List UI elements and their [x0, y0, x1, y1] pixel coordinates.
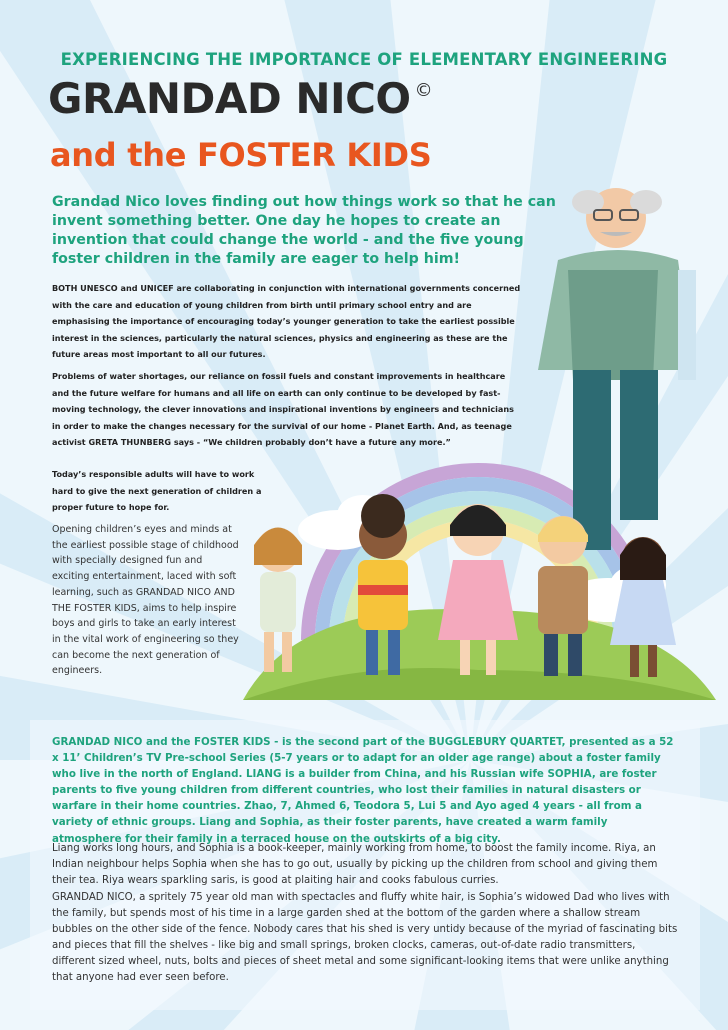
paragraph-adults: Today’s responsible adults will have to work hard to give the next generation of children a proper future to hope for. — [52, 469, 262, 513]
paragraph-problems: Problems of water shortages, our reliance on fossil fuels and constant improvements in healthcare and the future welfare for humans and all life on earth can only continue to be developed by fast-moving technology, the clever innovations and inspirational inventions by engineers and technicians in order to make the changes necessary for the survival of our home - Planet Earth. And, as teenage activist GRETA THUNBERG says - “We children probably don’t have a future any more.” — [52, 371, 514, 448]
paragraph-liang: Liang works long hours, and Sophia is a book-keeper, mainly working from home, to boost the family income. Riya, an Indian neighbour helps Sophia when she has to go out, usually by picking up the children from school and giving them their tea. Riya wears sparkling saris, is good at plaiting hair and cooks fabulous curries. — [52, 843, 658, 886]
paragraph-unesco: BOTH UNESCO and UNICEF are collaborating in conjunction with international governments concerned with the care and education of young children from birth until primary school entry and are emphasising the importance of encouraging today’s younger generation to take the earliest possible interest in the sciences, particularly the natural sciences, physics and engineering as these are the future areas most important to all our futures. — [52, 283, 521, 360]
paragraph-series: GRANDAD NICO and the FOSTER KIDS - is the second part of the BUGGLEBURY QUARTET, presented as a 52 x 11’ Children’s TV Pre-school Series (5-7 years or to adapt for an older age range) about a foster family who live in the north of England. LIANG is a builder from China, and his Russian wife SOPHIA, are foster parents to five young children from different countries, who lost their families in natural disasters or warfare in their home countries. Zhao, 7, Ahmed 6, Teodora 5, Lui 5 and Ayo aged 4 years - all from a variety of ethnic groups. Liang and Sophia, as their foster parents, have created a warm family atmosphere for their family in a terraced house on the outskirts of a big city. — [52, 736, 674, 845]
page-title — [48, 74, 432, 123]
title-line1: GRANDAD NICO — [48, 74, 411, 123]
paragraph-opening: Opening children’s eyes and minds at the earliest possible stage of childhood with specially designed fun and exciting entertainment, laced with soft learning, such as GRANDAD NICO AND THE FOSTER KIDS, aims to help inspire boys and girls to take an early interest in the vital work of engineering so they can become the next generation of engineers. — [52, 524, 239, 677]
copyright-mark: © — [414, 80, 433, 101]
kicker-heading: EXPERIENCING THE IMPORTANCE OF ELEMENTARY ENGINEERING — [60, 50, 668, 69]
intro-paragraph: Grandad Nico loves finding out how things work so that he can invent something better. One day he hopes to create an invention that could change the world - and the five young foster children in the family are eager to help him! — [52, 194, 556, 267]
page-subtitle: and the FOSTER KIDS — [50, 136, 432, 174]
paragraph-grandad: GRANDAD NICO, a spritely 75 year old man with spectacles and fluffy white hair, is Sophia’s widowed Dad who lives with the family, but spends most of his time in a large garden shed at the bottom of the garden where a shallow stream bubbles on the other side of the fence. Nobody cares that his shed is very untidy because of the myriad of fascinating bits and pieces that fill the shelves - like big and small springs, broken clocks, cameras, out-of-date radio transmitters, different sized wheel, nuts, bolts and pieces of sheet metal and some significant-looking items that were unlike anything that anyone had ever seen before. — [52, 892, 678, 983]
